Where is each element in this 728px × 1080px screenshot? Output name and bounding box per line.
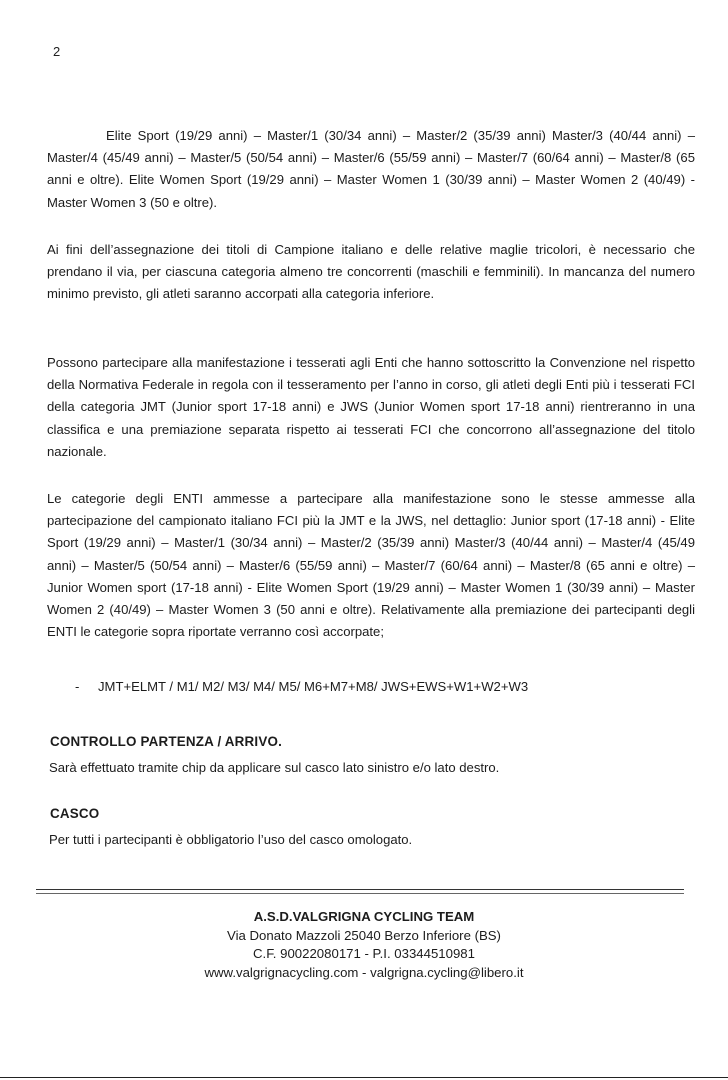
- footer-divider: [36, 889, 684, 890]
- titles-assignment-paragraph: Ai fini dell’assegnazione dei titoli di Campione italiano e delle relative maglie tricolori, è necessario che prendano il via, per ciascuna categoria almeno tre concorrenti (maschili e femminili). In mancanza del numero minimo previsto, gli atleti saranno accorpati alla categoria inferiore.: [47, 242, 695, 302]
- footer-org-name: A.S.D.VALGRIGNA CYCLING TEAM: [253, 909, 475, 924]
- footer-divider-secondary: [36, 893, 684, 894]
- page-bottom-edge: [0, 1077, 728, 1078]
- category-grouping-list-item: [75, 676, 528, 698]
- participation-paragraph: Possono partecipare alla manifestazione i tesserati agli Enti che hanno sottoscritto la Convenzione nel rispetto della Normativa Federale in regola con il tesseramento per l’anno in corso, gli atleti degli Enti più i tesserati FCI della categoria JMT (Junior sport 17-18 anni) e JWS (Junior Women sport 17-18 anni) rientreranno in una classifica e una premiazione separata rispetto ai tesserati FCI che concorrono all’assegnazione del titolo nazionale.: [47, 355, 695, 459]
- enti-categories-paragraph: Le categorie degli ENTI ammesse a partecipare alla manifestazione sono le stesse ammesse alla partecipazione del campionato italiano FCI più la JMT e la JWS, nel dettaglio: Junior sport (17-18 anni) - Elite Sport (19/29 anni) – Master/1 (30/34 anni) – Master/2 (35/39 anni) Master/3 (40/44 anni) – Master/4 (45/49 anni) – Master/5 (50/54 anni) – Master/6 (55/59 anni) – Master/7 (60/64 anni) – Master/8 (65 anni e oltre) – Junior Women sport (17-18 anni) - Elite Women Sport (19/29 anni) – Master Women 1 (30/39 anni) – Master Women 2 (40/49) – Master Women 3 (50 anni e oltre). Relativamente alla premiazione dei partecipanti degli ENTI le categorie sopra riportate verranno così accorpate;: [47, 491, 695, 640]
- page-number: 2: [53, 44, 61, 59]
- footer: [0, 908, 728, 982]
- casco-text: Per tutti i partecipanti è obbligatorio l’uso del casco omologato.: [49, 832, 413, 847]
- footer-fiscal-codes: C.F. 90022080171 - P.I. 03344510981: [253, 946, 475, 961]
- controllo-heading: CONTROLLO PARTENZA / ARRIVO.: [50, 734, 282, 749]
- controllo-text: Sarà effettuato tramite chip da applicare sul casco lato sinistro e/o lato destro.: [49, 760, 500, 775]
- footer-contact: www.valgrignacycling.com - valgrigna.cycling@libero.it: [204, 964, 524, 980]
- casco-heading: CASCO: [50, 806, 100, 821]
- footer-address: Via Donato Mazzoli 25040 Berzo Inferiore (BS): [227, 927, 501, 943]
- category-grouping-text: JMT+ELMT / M1/ M2/ M3/ M4/ M5/ M6+M7+M8/ JWS+EWS+W1+W2+W3: [98, 679, 529, 694]
- list-bullet: -: [75, 679, 80, 694]
- categories-paragraph: Elite Sport (19/29 anni) – Master/1 (30/34 anni) – Master/2 (35/39 anni) Master/3 (40/44 anni) – Master/4 (45/49 anni) – Master/5 (50/54 anni) – Master/6 (55/59 anni) – Master/7 (60/64 anni) – Master/8 (65 anni e oltre). Elite Women Sport (19/29 anni) – Master Women 1 (30/39 anni) – Master Women 2 (40/49) - Master Women 3 (50 e oltre).: [47, 128, 695, 210]
